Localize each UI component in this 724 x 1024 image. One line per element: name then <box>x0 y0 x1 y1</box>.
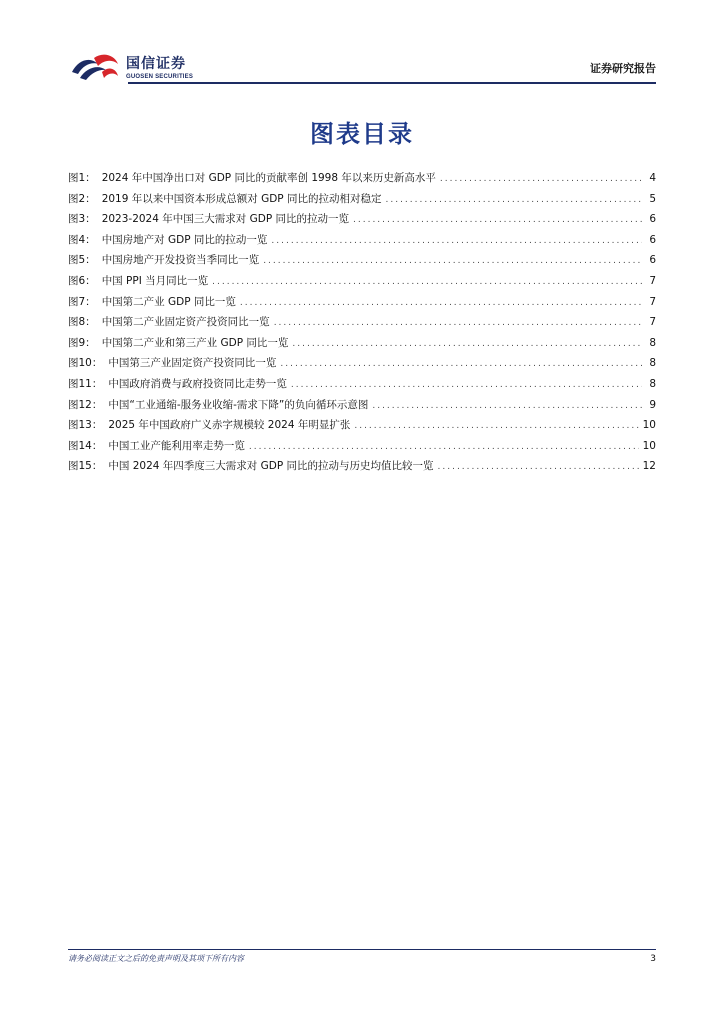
toc-entry-page[interactable]: 6 <box>649 233 656 246</box>
figure-table-of-contents <box>68 170 656 479</box>
toc-entry-label: 图7： <box>68 295 96 308</box>
toc-entry-title[interactable]: 2025 年中国政府广义赤字规模较 2024 年明显扩张 <box>108 419 351 432</box>
toc-leader-dots <box>353 215 642 225</box>
toc-entry-title[interactable]: 2019 年以来中国资本形成总额对 GDP 同比的拉动相对稳定 <box>101 192 382 205</box>
footer-disclaimer: 请务必阅读正文之后的免责声明及其项下所有内容 <box>68 954 244 963</box>
toc-entry-title[interactable]: 2023-2024 年中国三大需求对 GDP 同比的拉动一览 <box>101 213 349 226</box>
toc-entry-page[interactable]: 10 <box>642 439 656 452</box>
toc-entry-page[interactable]: 12 <box>642 460 656 473</box>
brand-name-cn: 国信证券 <box>126 56 186 72</box>
toc-leader-dots <box>292 339 642 349</box>
toc-entry[interactable] <box>68 397 656 418</box>
toc-leader-dots <box>274 318 642 328</box>
toc-entry[interactable] <box>68 417 656 438</box>
page-header <box>68 50 656 86</box>
toc-entry-label: 图15： <box>68 460 103 473</box>
toc-entry-page[interactable]: 8 <box>649 357 656 370</box>
toc-entry-page[interactable]: 7 <box>649 295 656 308</box>
toc-entry[interactable] <box>68 211 656 232</box>
toc-leader-dots <box>354 421 638 431</box>
toc-entry[interactable] <box>68 438 656 459</box>
toc-leader-dots <box>372 401 642 411</box>
toc-entry[interactable] <box>68 458 656 479</box>
toc-entry-title[interactable]: 中国 PPI 当月同比一览 <box>101 274 209 287</box>
toc-entry-title[interactable]: 中国政府消费与政府投资同比走势一览 <box>108 377 287 390</box>
toc-entry-title[interactable]: 2024 年中国净出口对 GDP 同比的贡献率创 1998 年以来历史新高水平 <box>101 172 436 184</box>
toc-entry[interactable] <box>68 191 656 212</box>
toc-leader-dots <box>212 277 642 287</box>
toc-entry-title[interactable]: 中国第二产业和第三产业 GDP 同比一览 <box>101 336 289 349</box>
toc-entry-label: 图4： <box>68 233 96 246</box>
toc-entry[interactable] <box>68 314 656 335</box>
toc-entry-page[interactable]: 9 <box>649 398 656 411</box>
toc-entry-page[interactable]: 6 <box>649 254 656 267</box>
toc-leader-dots <box>271 236 642 246</box>
toc-entry-label: 图5： <box>68 254 96 267</box>
brand-logo-text <box>126 53 193 80</box>
report-type-label: 证券研究报告 <box>590 62 656 75</box>
toc-entry-label: 图11： <box>68 377 103 390</box>
toc-entry-label: 图12： <box>68 398 103 411</box>
toc-entry-title[interactable]: 中国第三产业固定资产投资同比一览 <box>108 357 277 370</box>
header-divider <box>128 82 656 84</box>
toc-entry-page[interactable]: 10 <box>642 419 656 432</box>
toc-entry-title[interactable]: 中国 2024 年四季度三大需求对 GDP 同比的拉动与历史均值比较一览 <box>108 460 434 473</box>
brand-name-en: GUOSEN SECURITIES <box>126 74 194 80</box>
toc-entry[interactable] <box>68 232 656 253</box>
guosen-logo-icon <box>68 50 122 84</box>
toc-leader-dots <box>280 359 642 369</box>
toc-entry[interactable] <box>68 273 656 294</box>
toc-entry-page[interactable]: 7 <box>649 274 656 287</box>
toc-entry-page[interactable]: 5 <box>649 192 656 205</box>
page-number: 3 <box>650 954 656 964</box>
toc-entry-page[interactable]: 6 <box>649 213 656 226</box>
toc-entry-page[interactable]: 8 <box>649 336 656 349</box>
toc-entry[interactable] <box>68 355 656 376</box>
toc-entry-label: 图13： <box>68 419 103 432</box>
toc-entry-page[interactable]: 7 <box>649 316 656 329</box>
toc-entry-label: 图3： <box>68 213 96 226</box>
toc-entry-title[interactable]: 中国房地产开发投资当季同比一览 <box>101 254 260 267</box>
toc-leader-dots <box>385 195 642 205</box>
toc-leader-dots <box>440 174 642 184</box>
toc-entry-page[interactable]: 8 <box>649 377 656 390</box>
toc-entry-label: 图2： <box>68 192 96 205</box>
page-title: 图表目录 <box>310 120 414 148</box>
toc-entry-title[interactable]: 中国“工业通缩-服务业收缩-需求下降”的负向循环示意图 <box>108 398 369 411</box>
toc-entry-label: 图6： <box>68 274 96 287</box>
toc-entry-label: 图1： <box>68 172 96 184</box>
toc-entry-page[interactable]: 4 <box>649 172 656 184</box>
footer-divider <box>68 949 656 950</box>
toc-leader-dots <box>249 442 639 452</box>
toc-leader-dots <box>263 256 642 266</box>
toc-entry[interactable] <box>68 376 656 397</box>
toc-entry-title[interactable]: 中国工业产能利用率走势一览 <box>108 439 245 452</box>
toc-leader-dots <box>438 462 639 472</box>
toc-entry-label: 图10： <box>68 357 103 370</box>
toc-leader-dots <box>240 298 642 308</box>
toc-entry-label: 图8： <box>68 316 96 329</box>
toc-entry[interactable] <box>68 335 656 356</box>
toc-entry-title[interactable]: 中国第二产业固定资产投资同比一览 <box>101 316 270 329</box>
toc-entry[interactable] <box>68 294 656 315</box>
toc-entry-title[interactable]: 中国房地产对 GDP 同比的拉动一览 <box>101 233 268 246</box>
toc-entry[interactable] <box>68 170 656 191</box>
toc-entry-label: 图14： <box>68 439 103 452</box>
toc-entry-label: 图9： <box>68 336 96 349</box>
toc-entry-title[interactable]: 中国第二产业 GDP 同比一览 <box>101 295 236 308</box>
toc-entry[interactable] <box>68 252 656 273</box>
toc-leader-dots <box>291 380 642 390</box>
